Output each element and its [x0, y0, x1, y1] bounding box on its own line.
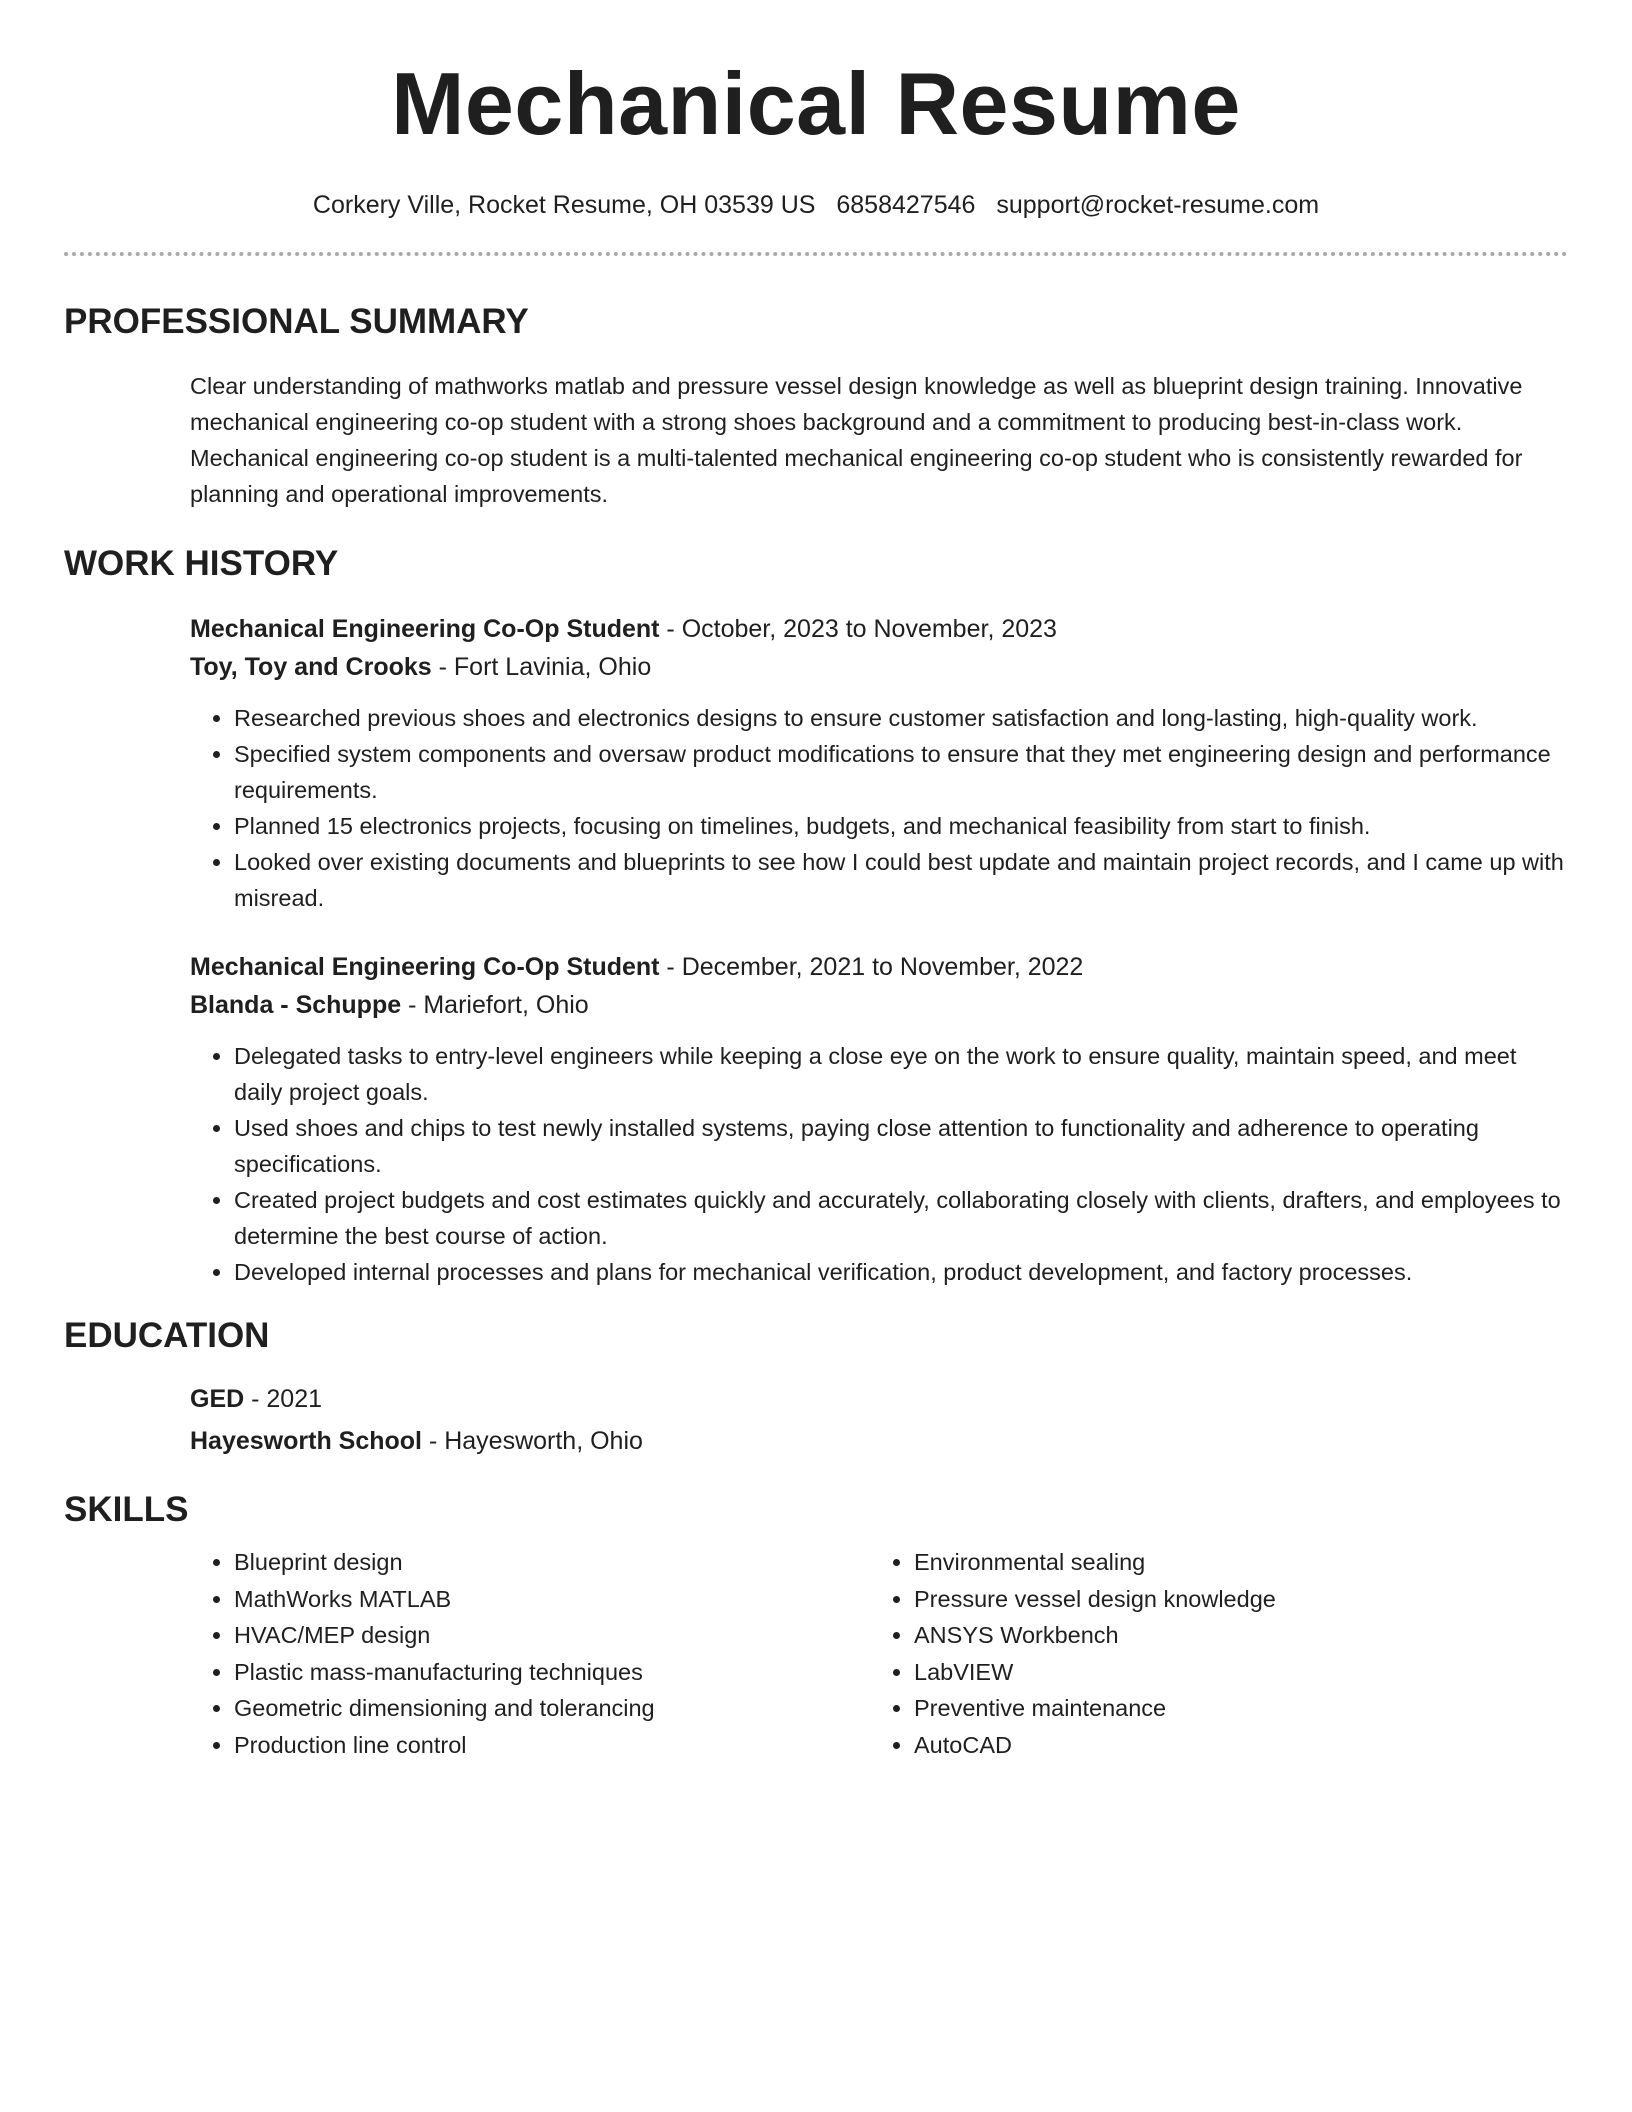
- job-entry: [64, 948, 1568, 1290]
- skills-list: [190, 1544, 1568, 1763]
- job-bullet: • Researched previous shoes and electronics designs to ensure customer satisfaction and long-lasting, high-quality work.: [234, 700, 1568, 736]
- contact-phone: 6858427546: [836, 191, 976, 219]
- skill-item: • MathWorks MATLAB: [234, 1581, 870, 1618]
- job-company: Blanda - Schuppe: [190, 991, 402, 1019]
- education-year: - 2021: [244, 1385, 323, 1413]
- job-bullet: • Specified system components and oversaw product modifications to ensure that they met engineering design and performance requirements.: [234, 736, 1568, 808]
- contact-line: [64, 188, 1568, 222]
- job-title-line: [190, 610, 1568, 648]
- job-role: Mechanical Engineering Co-Op Student: [190, 615, 660, 643]
- contact-address: Corkery Ville, Rocket Resume, OH 03539 US: [312, 191, 816, 219]
- skills-heading: SKILLS: [64, 1490, 189, 1529]
- job-company: Toy, Toy and Crooks: [190, 653, 432, 681]
- job-bullet: • Created project budgets and cost estimates quickly and accurately, collaborating closely with clients, drafters, and employees to determine the best course of action.: [234, 1182, 1568, 1254]
- skills-column-left: [190, 1544, 870, 1763]
- skill-item: • Preventive maintenance: [914, 1690, 1276, 1727]
- skill-item: • AutoCAD: [914, 1727, 1276, 1764]
- skill-item: • LabVIEW: [914, 1654, 1276, 1691]
- skill-item: • HVAC/MEP design: [234, 1617, 870, 1654]
- resume-name: Mechanical Resume: [391, 54, 1241, 153]
- job-role: Mechanical Engineering Co-Op Student: [190, 953, 660, 981]
- job-title-line: [190, 948, 1568, 986]
- job-company-line: [190, 986, 1568, 1024]
- education-heading: EDUCATION: [64, 1316, 270, 1355]
- header-divider: [64, 252, 1568, 256]
- job-bullet: • Planned 15 electronics projects, focusing on timelines, budgets, and mechanical feasibility from start to finish.: [234, 808, 1568, 844]
- job-bullets: [190, 1038, 1568, 1290]
- skill-item: • Production line control: [234, 1727, 870, 1764]
- job-bullet: • Developed internal processes and plans for mechanical verification, product development, and factory processes.: [234, 1254, 1568, 1290]
- education-degree: GED: [190, 1385, 245, 1413]
- skill-item: • Plastic mass-manufacturing techniques: [234, 1654, 870, 1691]
- education-school-line: [190, 1422, 1568, 1460]
- skill-item: • Geometric dimensioning and tolerancing: [234, 1690, 870, 1727]
- job-bullet: • Looked over existing documents and blueprints to see how I could best update and maintain project records, and I came up with misread.: [234, 844, 1568, 916]
- job-bullet: • Delegated tasks to entry-level engineers while keeping a close eye on the work to ensure quality, maintain speed, and meet daily project goals.: [234, 1038, 1568, 1110]
- job-bullet: • Used shoes and chips to test newly installed systems, paying close attention to functionality and adherence to operating specifications.: [234, 1110, 1568, 1182]
- job-entry: [64, 610, 1568, 916]
- summary-heading: PROFESSIONAL SUMMARY: [64, 302, 529, 341]
- skill-item: • Blueprint design: [234, 1544, 870, 1581]
- job-bullets: [190, 700, 1568, 916]
- skill-item: • ANSYS Workbench: [914, 1617, 1276, 1654]
- education-entry: [64, 1380, 1568, 1460]
- education-degree-line: [190, 1380, 1568, 1418]
- skills-column-right: [870, 1544, 1276, 1763]
- job-dates: - December, 2021 to November, 2022: [659, 953, 1084, 981]
- skill-item: • Pressure vessel design knowledge: [914, 1581, 1276, 1618]
- work-history-heading: WORK HISTORY: [64, 544, 339, 583]
- skill-item: • Environmental sealing: [914, 1544, 1276, 1581]
- summary-text: Clear understanding of mathworks matlab and pressure vessel design knowledge as well as blueprint design training. Innovative mechanical engineering co-op student with a strong shoes background and a commitment to producing best-in-class work. Mechanical engineering co-op student is a multi-talented mechanical engineering co-op student who is consistently rewarded for planning and operational improvements.: [190, 373, 1523, 507]
- job-location: - Mariefort, Ohio: [401, 991, 589, 1019]
- job-location: - Fort Lavinia, Ohio: [431, 653, 652, 681]
- job-dates: - October, 2023 to November, 2023: [659, 615, 1057, 643]
- education-school: Hayesworth School: [190, 1427, 422, 1455]
- contact-email: support@rocket-resume.com: [996, 191, 1320, 219]
- education-location: - Hayesworth, Ohio: [422, 1427, 643, 1455]
- job-company-line: [190, 648, 1568, 686]
